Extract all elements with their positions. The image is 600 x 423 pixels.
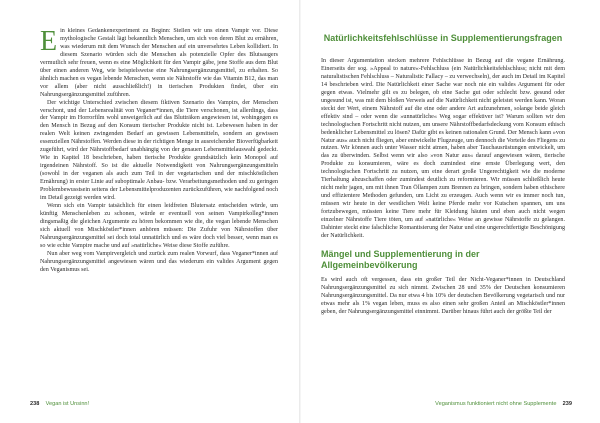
right-page-body <box>321 58 565 388</box>
section-heading: Natürlichkeitsfehlschlüsse in Supplementierungsfragen <box>323 33 563 43</box>
intro-paragraph <box>40 28 278 100</box>
left-page-footer <box>30 401 89 407</box>
drop-cap: E <box>40 28 58 57</box>
subsection-heading: Mängel und Supplementierung in der Allgemeinbevölkerung <box>321 248 480 270</box>
body-paragraph: In dieser Argumentation stecken mehrere Fehlschlüsse in Bezug auf die vegane Ernährung. Einerseits der sog. »Appeal to nature«-Fehlschluss (ein Natürlichkeitsfehlschluss; nicht mit dem naturalistischen Fehlschluss – Naturalistic Fallacy – zu verwechseln), der auch im Detail im Kapitel 14 beschrieben wird. Die Natürlichkeit einer Sache war noch nie ein valides Argument für oder gegen etwas. Vielmehr gilt es zu belegen, ob eine Sache gut oder schlecht bzw. gesund oder ungesund ist, was mit dem bloßen Verweis auf die Natürlichkeit nicht geleistet werden kann. Woran steckt der Wert, einem Nährstoff auf die eine oder andere Art aufzunehmen, solange beide gleich effektiv sind – oder wenn die »unnatürliche« Weg sogar effektiver ist? Warum sollten wir den technologischen Fortschritt nicht nutzen, um unsere Nährstoffbedarfsdeckung vom Konsum ethisch bedenklicher Lebensmittel zu lösen? Dafür gibt es keinen rationalen Grund. Der Mensch kann »von Natur aus« auch nicht fliegen, aber entwickelte Flugzeuge, um dennoch die Vorteile des Fliegens zu nutzen. Wir können auch unter Wasser nicht atmen, haben aber Tauchausrüstungen entwickelt, um das zu überwinden. Selbst wenn wir also »von Natur aus« darauf angewiesen wären, tierische Produkte zu konsumieren, wäre es doch zumindest eine ernste Überlegung wert, den technologischen Fortschritt zu nutzen, um eine derart große Ungerechtigkeit wie die moderne Tierhaltung abzuschaffen oder zumindest deutlich zu reformieren. Wir müssen schließlich heute nicht mehr jagen, um mit ihnen Tran Öllampen zum Brennen zu bringen, sondern haben ethischere und effizientere Methoden gefunden, um Licht zu erzeugen. Auch wenn wir es immer noch tun, müssen wir heute in der westlichen Welt keine Pferde mehr vor Kutschen spannen, um uns fortzubewegen, müssten keine Tiere mehr für Kleidung häuten und eben auch nicht wegen einzelner Nährstoffe Tiere töten, um auf »natürliche« Weise an gewisse Nährstoffe zu gelangen. Dahinter steckt eine falschliche Romantisierung der Natur und eine ungerechtfertigte Beschönigung der Natürlichkeit. <box>321 58 565 239</box>
left-page <box>0 0 299 423</box>
right-page-footer <box>435 401 572 407</box>
intro-text: in kleines Gedankenexperiment zu Beginn: Stellen wir uns einen Vampir vor. Diese mythologische Gestalt lägt bekanntlich Menschen, um sich von deren Blut zu ernähren, was wiederum mit dem Wunsch der Menschen auf ein unversehrtes Leben kollidiert. In diesem Szenario würden sich die Menschen als potenzielle Opfer des Blutsaugers vermutlich sehr freuen, wenn es eine Möglichkeit für den Vampir gäbe, jene Stoffe aus dem Blut über einen anderen Weg, wie beispielsweise eine Nahrungsergänzungsmittel, zu erhalten. So ähnlich machen es vegan lebende Menschen, wenn sie Nährstoffe wie das Vitamin B12, das man vor allem (aber nicht ausschließlich!) in tierischen Produkten findet, über ein Nahrungsergänzungsmittel zuführen. <box>40 28 278 98</box>
running-title: Vegan ist Unsinn! <box>45 401 90 407</box>
body-paragraph: Es wird auch oft vergessen, dass ein großer Teil der Nicht-Veganer*innen in Deutschland Nahrungsergänzungsmittel zu sich nimmt. Zwischen 28 und 35% der Deutschen konsumieren Nahrungsergänzungsmittel. Da nur etwa 4 bis 10% der deutschen Bevölkerung vegetarisch und nur etwas mehr als 1% vegan leben, muss es also einen sehr großen Anteil an Mischköstler*innen geben, der Nahrungsergänzungsmittel einnimmt. Darüber hinaus führt auch der größte Teil der <box>321 276 565 315</box>
body-paragraph: Der wichtige Unterschied zwischen diesem fiktiven Szenario des Vampirs, der Menschen verschont, und der Lebensrealität von Veganer*innen, die Tiere verschonen, ist allerdings, dass der Vampir im Horrorfilm wohl unweigerlich auf das Blutträken angewiesen ist, wohingegen es den Mensch in Bezug auf den Konsum tierischer Produkte nicht ist. Lebewesen haben in der realen Welt keinen zwingenden Bedarf an gewissen Lebensmitteln, sondern an gewissen essenziellen Nährstoffen. Werden diese in der richtigen Menge in ausreichender Bioverfügbarkeit zugeführt, wird der Nährstoffbedarf unabhängig von der genauen Lebensmittelauswahl gedeckt. Wie in Kapitel 18 beschrieben, haben tierische Produkte grundsätzlich kein Monopol auf irgendeinen Nährstoff. So ist die aktuelle Notwendigkeit von Nahrungsergänzungsmitteln (sowohl in der veganen als auch zum Teil in der vegetarischen und der mischköstlichen Ernährung) in erster Linie auf suboptimale Anbau- bzw. Verarbeitungsmethoden und zu geringen Problembewusstsein seitens der Lebensmittelproduzenten zurückzuführen, wie nachfolgend noch im Detail gezeigt werden wird. <box>40 99 278 202</box>
running-title: Veganismus funktioniert nicht ohne Supplemente <box>435 401 557 407</box>
body-paragraph: Nun aber weg vom Vampirvergleich und zurück zum realen Vorwurf, dass Veganer*innen auf Nahrungsergänzungsmittel angewiesen wären und das wiederum ein valides Argument gegen den Veganismus sei. <box>40 250 278 273</box>
body-paragraph: Wenn sich ein Vampir tatsächlich für einen leidfreien Blutersatz entscheiden würde, um künftig Menschenleben zu schonen, würde er eventuell von seinen Vampirkolleg*innen dingsmaßig die gleichen Argumente zu hören bekommen wie die, die vegan lebende Menschen sich aktuell von Mischköstler*innen anhören müssen: Die Zufuhr von Nährstoffen über Nahrungsergänzungsmittel sei doch total unnatürlich und es wäre doch viel besser, wenn man es so wie echte Vampire mache und auf »natürliche« Weise diese Stoffe zuführe. <box>40 202 278 249</box>
page-number: 238 <box>30 401 40 407</box>
left-page-body <box>40 28 278 386</box>
page-number: 239 <box>562 401 572 407</box>
right-page <box>301 0 600 423</box>
